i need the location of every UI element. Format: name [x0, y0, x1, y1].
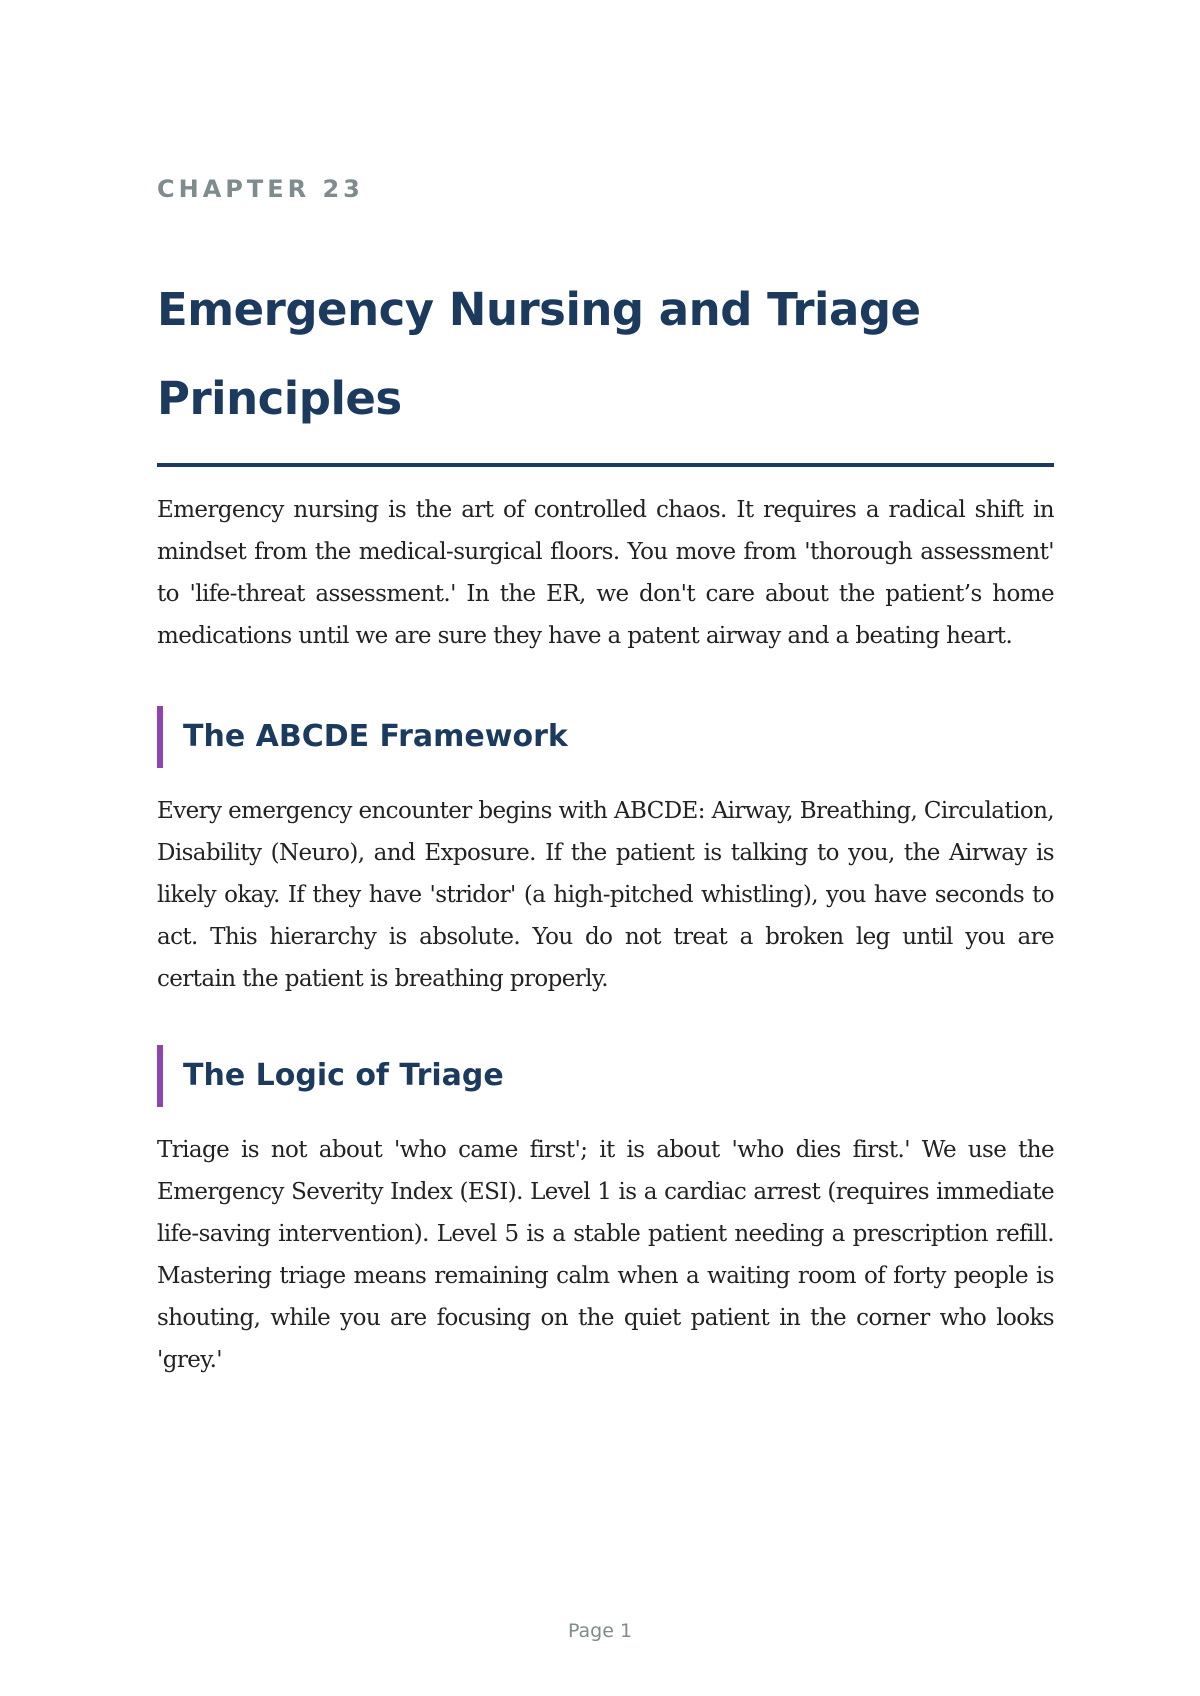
section-heading-abcde	[157, 706, 1054, 768]
page-content	[157, 170, 1054, 1381]
heading-accent-bar	[157, 706, 163, 768]
intro-paragraph: Emergency nursing is the art of controlled chaos. It requires a radical shift in mindset from the medical-surgical floors. You move from 'thorough assessment' to 'life-threat assessment.' In the ER, we don't care about the patient’s home medications until we are sure they have a patent airway and a beating heart.	[157, 497, 1054, 649]
section-heading-text: The Logic of Triage	[183, 1058, 504, 1093]
section-paragraph-triage: Triage is not about 'who came first'; it is about 'who dies first.' We use the Emergency Severity Index (ESI). Level 1 is a cardiac arrest (requires immediate life-saving intervention). Level 5 is a stable patient needing a prescription refill. Mastering triage means remaining calm when a waiting room of forty people is shouting, while you are focusing on the quiet patient in the corner who looks 'grey.'	[157, 1137, 1054, 1373]
page-number: Page 1	[567, 1620, 633, 1642]
section-paragraph-abcde: Every emergency encounter begins with ABCDE: Airway, Breathing, Circulation, Disability (Neuro), and Exposure. If the patient is talking to you, the Airway is likely okay. If they have 'stridor' (a high-pitched whistling), you have seconds to act. This hierarchy is absolute. You do not treat a broken leg until you are certain the patient is breathing properly.	[157, 798, 1054, 992]
section-heading-text: The ABCDE Framework	[183, 719, 568, 754]
title-divider	[157, 463, 1054, 467]
chapter-label: CHAPTER 23	[157, 175, 364, 203]
section-heading-triage	[157, 1045, 1054, 1107]
heading-accent-bar	[157, 1045, 163, 1107]
chapter-title: Emergency Nursing and Triage Principles	[157, 283, 921, 425]
